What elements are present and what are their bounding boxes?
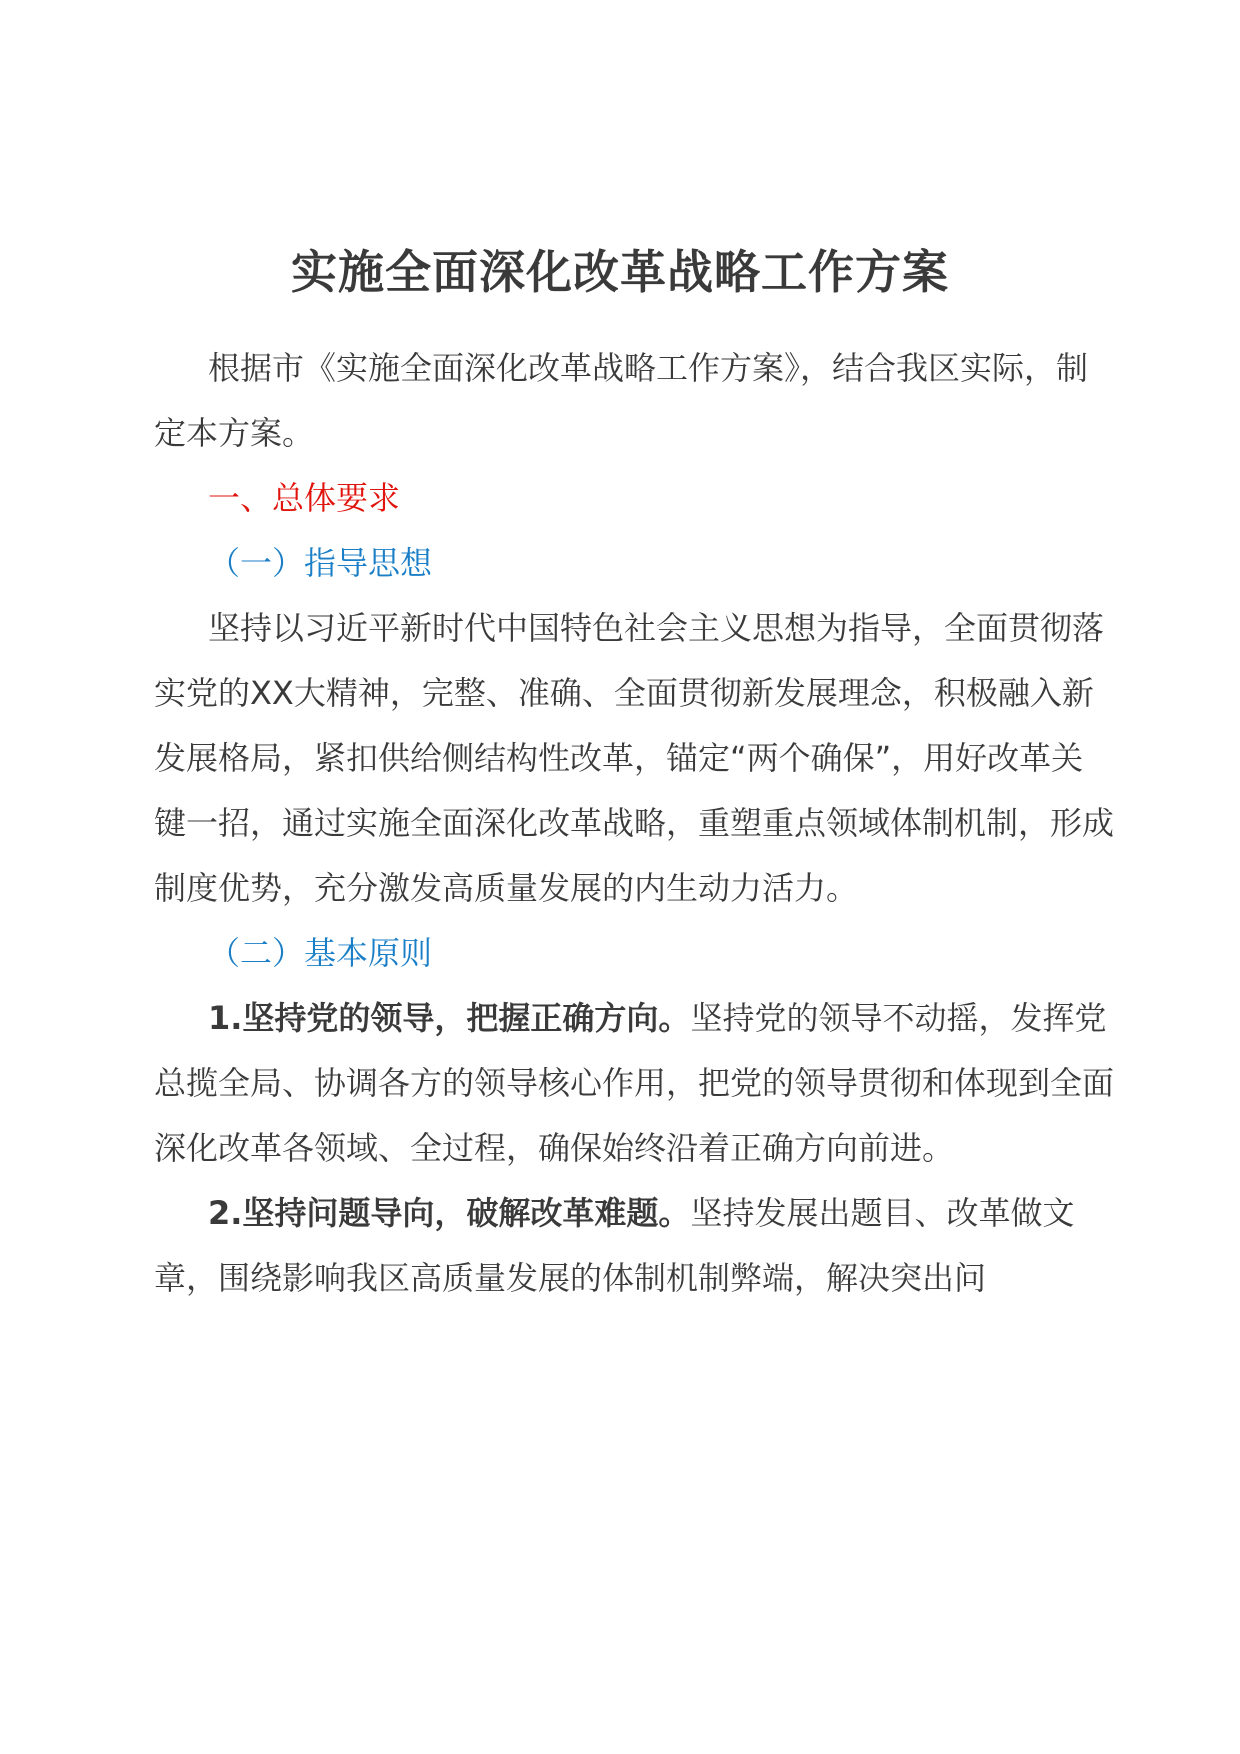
principle-paragraph-1 — [154, 986, 1114, 1181]
principle-1-lead: 1.坚持党的领导，把握正确方向。 — [208, 999, 691, 1037]
subsection-heading-basic-principles: （二）基本原则 — [208, 934, 433, 972]
principle-1-text: 坚持党的领导不动摇，发挥党总揽全局、协调各方的领导核心作用，把党的领导贯彻和体现到全面深化改革各领域、全过程，确保始终沿着正确方向前进。 — [154, 999, 1115, 1167]
guiding-ideology-paragraph: 坚持以习近平新时代中国特色社会主义思想为指导，全面贯彻落实党的XX大精神，完整、准确、全面贯彻新发展理念，积极融入新发展格局，紧扣供给侧结构性改革，锚定“两个确保”，用好改革关键一招，通过实施全面深化改革战略，重塑重点领域体制机制，形成制度优势，充分激发高质量发展的内生动力活力。 — [154, 609, 1115, 907]
subsection-heading-guiding-ideology: （一）指导思想 — [208, 544, 433, 582]
principle-2-text: 坚持发展出题目、改革做文章，围绕影响我区高质量发展的体制机制弊端，解决突出问 — [154, 1194, 1075, 1297]
principle-2-lead: 2.坚持问题导向，破解改革难题。 — [208, 1194, 691, 1232]
principle-paragraph-2 — [154, 1181, 1114, 1311]
document-body — [154, 336, 1114, 1311]
section-heading-overall-requirements: 一、总体要求 — [208, 479, 401, 517]
intro-paragraph: 根据市《实施全面深化改革战略工作方案》，结合我区实际，制定本方案。 — [154, 349, 1089, 452]
document-title: 实施全面深化改革战略工作方案 — [291, 245, 949, 299]
